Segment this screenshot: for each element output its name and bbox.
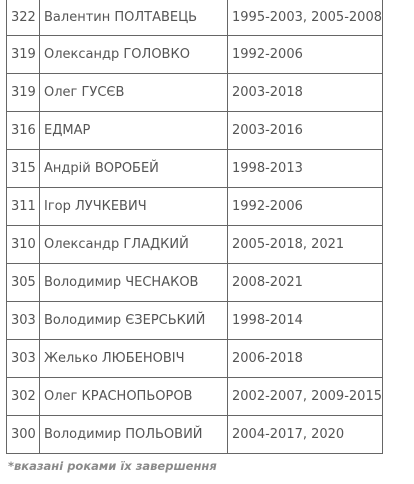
- player-name-cell: Володимир ПОЛЬОВИЙ: [40, 416, 228, 454]
- player-name-cell: Володимир ЄЗЕРСЬКИЙ: [40, 302, 228, 340]
- table-row: [7, 226, 383, 264]
- table-row: [7, 188, 383, 226]
- games-cell: 303: [7, 340, 40, 378]
- table-row: [7, 378, 383, 416]
- years-cell: 1998-2013: [228, 150, 383, 188]
- games-cell: 319: [7, 36, 40, 74]
- years-cell: 1992-2006: [228, 36, 383, 74]
- games-cell: 300: [7, 416, 40, 454]
- games-cell: 302: [7, 378, 40, 416]
- player-name-cell: Олег КРАСНОПЬОРОВ: [40, 378, 228, 416]
- years-cell: 2008-2021: [228, 264, 383, 302]
- table-row: [7, 36, 383, 74]
- player-name-cell: Желько ЛЮБЕНОВІЧ: [40, 340, 228, 378]
- table-row: [7, 112, 383, 150]
- games-cell: 316: [7, 112, 40, 150]
- player-name-cell: Олег ГУСЄВ: [40, 74, 228, 112]
- years-cell: 1992-2006: [228, 188, 383, 226]
- years-cell: 2005-2018, 2021: [228, 226, 383, 264]
- player-name-cell: Олександр ГОЛОВКО: [40, 36, 228, 74]
- years-cell: 2002-2007, 2009-2015: [228, 378, 383, 416]
- table-footnote: *вказані роками їх завершення: [8, 459, 217, 473]
- games-cell: 305: [7, 264, 40, 302]
- games-cell: 315: [7, 150, 40, 188]
- table-row: [7, 302, 383, 340]
- player-name-cell: Андрій ВОРОБЕЙ: [40, 150, 228, 188]
- games-cell: 311: [7, 188, 40, 226]
- table-row: [7, 340, 383, 378]
- games-cell: 310: [7, 226, 40, 264]
- games-cell: 319: [7, 74, 40, 112]
- table-row: [7, 416, 383, 454]
- table-row: [7, 74, 383, 112]
- player-name-cell: Володимир ЧЕСНАКОВ: [40, 264, 228, 302]
- players-table: [6, 0, 383, 454]
- games-cell: 322: [7, 0, 40, 36]
- games-cell: 303: [7, 302, 40, 340]
- table-row: [7, 150, 383, 188]
- years-cell: 1995-2003, 2005-2008: [228, 0, 383, 36]
- player-name-cell: Ігор ЛУЧКЕВИЧ: [40, 188, 228, 226]
- article-content: [6, 0, 382, 454]
- player-name-cell: Олександр ГЛАДКИЙ: [40, 226, 228, 264]
- player-name-cell: Валентин ПОЛТАВЕЦЬ: [40, 0, 228, 36]
- years-cell: 2006-2018: [228, 340, 383, 378]
- years-cell: 2003-2016: [228, 112, 383, 150]
- years-cell: 2003-2018: [228, 74, 383, 112]
- table-row: [7, 264, 383, 302]
- years-cell: 2004-2017, 2020: [228, 416, 383, 454]
- years-cell: 1998-2014: [228, 302, 383, 340]
- table-row: [7, 0, 383, 36]
- player-name-cell: ЕДМАР: [40, 112, 228, 150]
